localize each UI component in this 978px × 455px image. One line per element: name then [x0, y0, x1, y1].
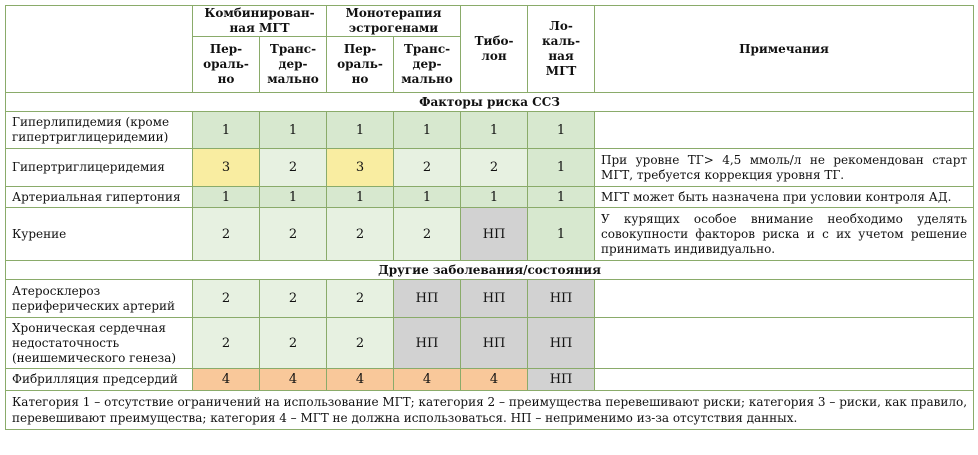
category-cell: 2: [260, 318, 327, 369]
header-local-mht: Ло- каль- ная МГТ: [528, 6, 595, 93]
category-cell: НП: [394, 318, 461, 369]
mht-risk-table: [5, 5, 974, 430]
category-cell: 1: [260, 187, 327, 208]
category-cell: 1: [193, 187, 260, 208]
note-cell: МГТ может быть назначена при условии контроля АД.: [595, 187, 974, 208]
table-row: [6, 318, 974, 369]
category-cell: 2: [461, 149, 528, 187]
category-cell: 1: [461, 112, 528, 149]
category-cell: 4: [260, 369, 327, 391]
category-cell: 2: [327, 318, 394, 369]
footer-legend-text: Категория 1 – отсутствие ограничений на использование МГТ; категория 2 – преимущества перевешивают риски; категория 3 – риски, как правило, перевешивают преимущества; категория 4 – МГТ не должна использоваться. НП – неприменимо из-за отсутствия данных.: [6, 391, 974, 430]
category-cell: 2: [193, 280, 260, 318]
category-cell: 2: [260, 280, 327, 318]
header-notes: Примечания: [595, 6, 974, 93]
note-cell: [595, 369, 974, 391]
row-label: Курение: [6, 208, 193, 261]
category-cell: 2: [327, 208, 394, 261]
category-cell: НП: [461, 318, 528, 369]
note-cell: При уровне ТГ> 4,5 ммоль/л не рекомендован старт МГТ, требуется коррекция уровня ТГ.: [595, 149, 974, 187]
row-label: Атеросклероз периферических артерий: [6, 280, 193, 318]
category-cell: 4: [461, 369, 528, 391]
header-tibolone: Тибо- лон: [461, 6, 528, 93]
category-cell: 2: [327, 280, 394, 318]
table-row: [6, 369, 974, 391]
table-row: [6, 112, 974, 149]
category-cell: 2: [260, 149, 327, 187]
category-cell: 1: [394, 187, 461, 208]
category-cell: 3: [193, 149, 260, 187]
section-row-cvd-risk: [6, 93, 974, 112]
section-row-other-conditions: [6, 261, 974, 280]
category-cell: 4: [327, 369, 394, 391]
table-row: [6, 187, 974, 208]
header-combined-mht: Комбинирован- ная МГТ: [193, 6, 327, 37]
category-cell: 1: [528, 112, 595, 149]
header-empty-corner: [6, 6, 193, 93]
table-row: [6, 280, 974, 318]
header-combined-oral: Пер- ораль- но: [193, 37, 260, 93]
category-cell: 2: [260, 208, 327, 261]
note-cell: [595, 112, 974, 149]
category-cell: 2: [193, 208, 260, 261]
category-cell: 1: [461, 187, 528, 208]
header-combined-transdermal: Транс- дер- мально: [260, 37, 327, 93]
category-cell: 2: [193, 318, 260, 369]
category-cell: НП: [528, 318, 595, 369]
category-cell: 1: [193, 112, 260, 149]
row-label: Артериальная гипертония: [6, 187, 193, 208]
category-cell: НП: [528, 369, 595, 391]
note-cell: [595, 318, 974, 369]
note-cell: У курящих особое внимание необходимо уделять совокупности факторов риска и с их учетом решение принимать индивидуально.: [595, 208, 974, 261]
header-mono-transdermal: Транс- дер- мально: [394, 37, 461, 93]
category-cell: 1: [528, 187, 595, 208]
category-cell: 1: [528, 208, 595, 261]
footer-row: [6, 391, 974, 430]
category-cell: 1: [528, 149, 595, 187]
category-cell: 1: [260, 112, 327, 149]
category-cell: 2: [394, 208, 461, 261]
category-cell: 4: [394, 369, 461, 391]
header-mono-oral: Пер- ораль- но: [327, 37, 394, 93]
table-row: [6, 149, 974, 187]
category-cell: НП: [528, 280, 595, 318]
section-title-other-conditions: Другие заболевания/состояния: [6, 261, 974, 280]
category-cell: 3: [327, 149, 394, 187]
category-cell: 4: [193, 369, 260, 391]
category-cell: 1: [327, 187, 394, 208]
category-cell: НП: [394, 280, 461, 318]
header-row-top: [6, 6, 974, 37]
category-cell: 1: [394, 112, 461, 149]
row-label: Хроническая сердечная недостаточность (неишемического генеза): [6, 318, 193, 369]
category-cell: НП: [461, 280, 528, 318]
category-cell: НП: [461, 208, 528, 261]
note-cell: [595, 280, 974, 318]
category-cell: 1: [327, 112, 394, 149]
mht-risk-table-wrapper: [5, 5, 973, 430]
section-title-cvd-risk: Факторы риска ССЗ: [6, 93, 974, 112]
header-estrogen-monotherapy: Монотерапия эстрогенами: [327, 6, 461, 37]
row-label: Гипертриглицеридемия: [6, 149, 193, 187]
table-row: [6, 208, 974, 261]
row-label: Гиперлипидемия (кроме гипертриглицеридемии): [6, 112, 193, 149]
category-cell: 2: [394, 149, 461, 187]
row-label: Фибрилляция предсердий: [6, 369, 193, 391]
